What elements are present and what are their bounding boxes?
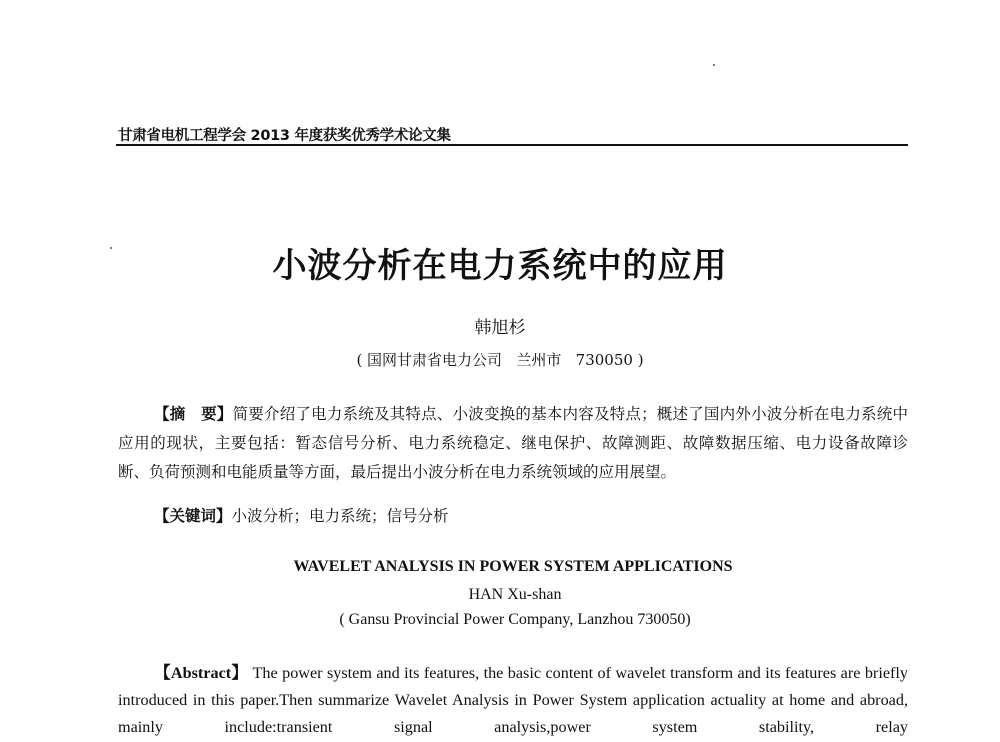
paper-title-english: WAVELET ANALYSIS IN POWER SYSTEM APPLICATIONS (293, 558, 733, 575)
abstract-chinese-label: 【摘 要】 (154, 405, 233, 423)
author-affiliation: ( 国网甘肃省电力公司 兰州市 730050 ) (356, 351, 644, 369)
keywords-chinese (154, 504, 449, 526)
abstract-english-text: The power system and its features, the basic content of wavelet transform and its features are briefly introduced in this paper.Then summarize Wavelet Analysis in Power System application actuality at home and abroad, mainly include:transient signal analysis,power system stability, relay (118, 664, 908, 736)
paper-title: 小波分析在电力系统中的应用 (272, 246, 728, 286)
scan-speck (713, 64, 715, 66)
running-header: 甘肃省电机工程学会 2013 年度获奖优秀学术论文集 (118, 128, 451, 144)
author-name: 韩旭杉 (474, 318, 526, 338)
abstract-english-label: 【Abstract】 (154, 664, 249, 682)
keywords-chinese-text: 小波分析；电力系统；信号分析 (231, 507, 449, 525)
author-affiliation-english: ( Gansu Provincial Power Company, Lanzhou 730050) (339, 611, 691, 628)
scan-speck (110, 247, 112, 249)
abstract-chinese-text: 简要介绍了电力系统及其特点、小波变换的基本内容及特点；概述了国内外小波分析在电力系统中应用的现状，主要包括：暂态信号分析、电力系统稳定、继电保护、故障测距、故障数据压缩、电力设备故障诊断、负荷预测和电能质量等方面，最后提出小波分析在电力系统领域的应用展望。 (118, 405, 908, 481)
keywords-chinese-label: 【关键词】 (154, 507, 232, 525)
abstract-chinese (118, 400, 908, 487)
header-rule (116, 144, 908, 146)
author-name-english: HAN Xu-shan (468, 586, 562, 603)
abstract-english (118, 660, 908, 741)
